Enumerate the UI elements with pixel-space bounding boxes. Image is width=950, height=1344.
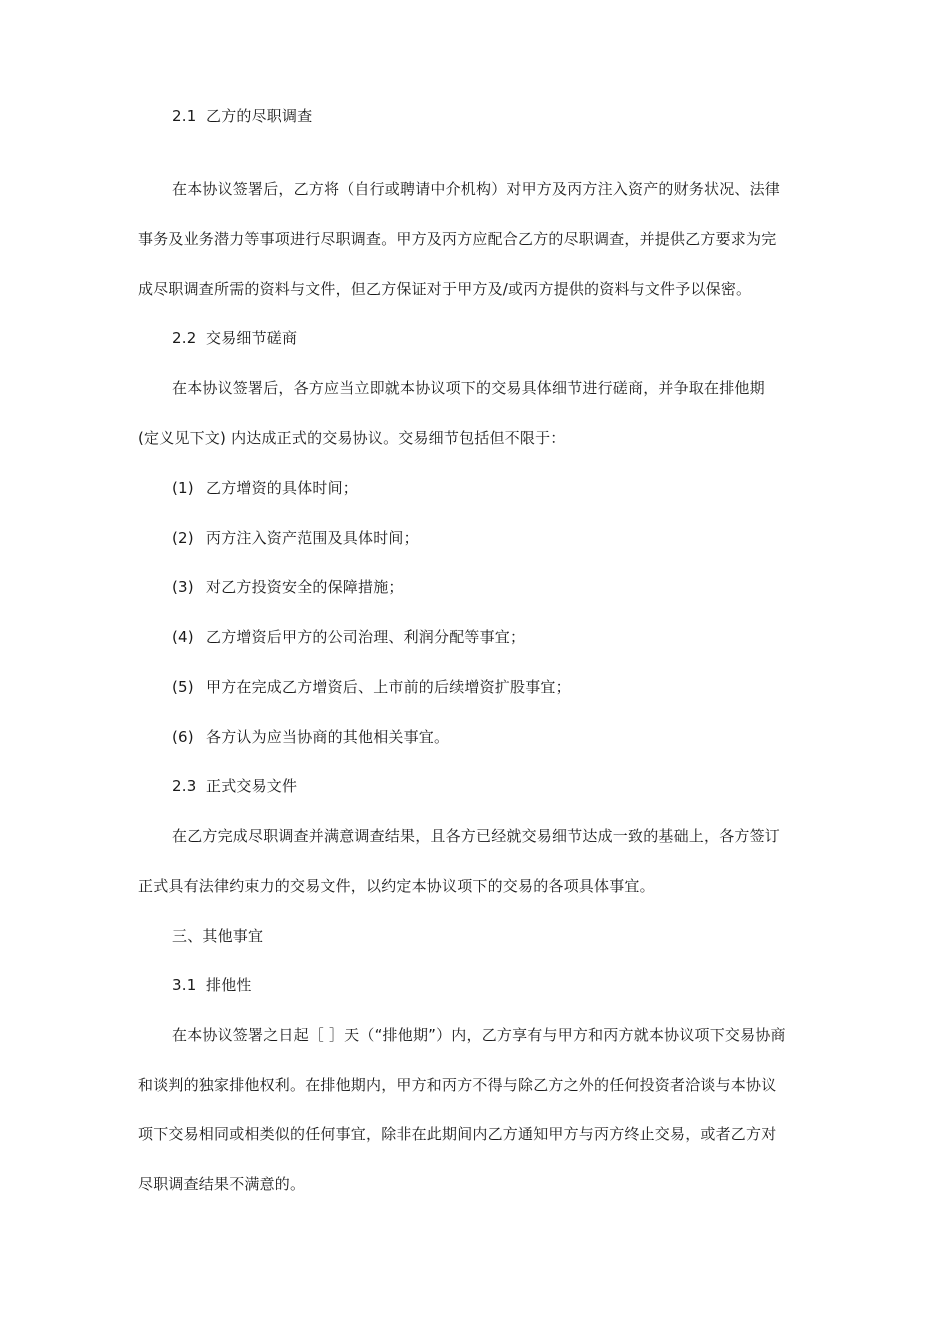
paragraph-line: 成尽职调查所需的资料与文件，但乙方保证对于甲方及/或丙方提供的资料与文件予以保密。: [138, 280, 752, 298]
list-item-text: 丙方注入资产范围及具体时间；: [206, 529, 419, 547]
heading-2-3: [172, 776, 297, 796]
heading-2-1: [172, 106, 312, 126]
list-item-number: (2): [172, 529, 194, 547]
list-item-number: (6): [172, 728, 194, 746]
heading-title: 排他性: [206, 976, 252, 994]
list-item-text: 甲方在完成乙方增资后、上市前的后续增资扩股事宜；: [206, 678, 571, 696]
paragraph-line: 在本协议签署后，各方应当立即就本协议项下的交易具体细节进行磋商，并争取在排他期: [172, 379, 765, 397]
heading-number: 2.1: [172, 107, 197, 125]
paragraph-line: 在本协议签署后，乙方将（自行或聘请中介机构）对甲方及丙方注入资产的财务状况、法律: [172, 180, 781, 198]
heading-number: 2.3: [172, 777, 197, 795]
paragraph-line: 正式具有法律约束力的交易文件，以约定本协议项下的交易的各项具体事宜。: [138, 877, 655, 895]
heading-3: 三、其他事宜: [172, 927, 264, 945]
list-item-number: (1): [172, 479, 194, 497]
list-item-text: 乙方增资后甲方的公司治理、利润分配等事宜；: [206, 628, 526, 646]
list-item: [172, 727, 449, 747]
paragraph-line: 和谈判的独家排他权利。在排他期内，甲方和丙方不得与除乙方之外的任何投资者洽谈与本协议: [138, 1076, 777, 1094]
paragraph-line: (定义见下文) 内达成正式的交易协议。交易细节包括但不限于：: [138, 429, 566, 447]
list-item-number: (3): [172, 578, 194, 596]
paragraph-line: 项下交易相同或相类似的任何事宜，除非在此期间内乙方通知甲方与丙方终止交易，或者乙方对: [138, 1125, 777, 1143]
list-item: [172, 677, 571, 697]
heading-3-1: [172, 975, 252, 995]
list-item: [172, 577, 404, 597]
heading-number: 3.1: [172, 976, 197, 994]
paragraph-line: 尽职调查结果不满意的。: [138, 1175, 306, 1193]
list-item-number: (5): [172, 678, 194, 696]
list-item: [172, 478, 358, 498]
heading-title: 正式交易文件: [206, 777, 298, 795]
paragraph-line: 事务及业务潜力等事项进行尽职调查。甲方及丙方应配合乙方的尽职调查，并提供乙方要求为完: [138, 230, 777, 248]
paragraph-line: 在乙方完成尽职调查并满意调查结果，且各方已经就交易细节达成一致的基础上，各方签订: [172, 827, 781, 845]
list-item: [172, 528, 419, 548]
list-item-text: 乙方增资的具体时间；: [206, 479, 359, 497]
list-item-number: (4): [172, 628, 194, 646]
heading-title: 交易细节磋商: [206, 329, 298, 347]
list-item-text: 各方认为应当协商的其他相关事宜。: [206, 728, 450, 746]
list-item: [172, 627, 525, 647]
heading-2-2: [172, 328, 297, 348]
paragraph-line: 在本协议签署之日起［ ］天（“排他期”）内，乙方享有与甲方和丙方就本协议项下交易协商: [172, 1026, 786, 1044]
heading-number: 2.2: [172, 329, 197, 347]
heading-title: 乙方的尽职调查: [206, 107, 313, 125]
list-item-text: 对乙方投资安全的保障措施；: [206, 578, 404, 596]
